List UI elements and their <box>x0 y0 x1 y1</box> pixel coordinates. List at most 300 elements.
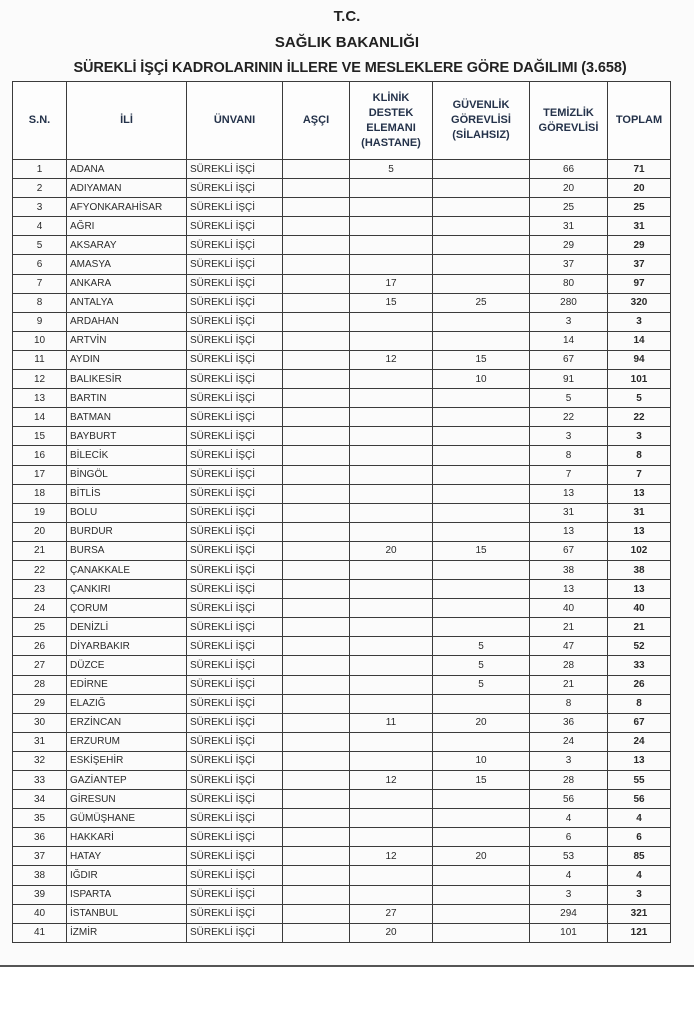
cell-unvan: SÜREKLİ İŞÇİ <box>187 618 283 637</box>
cell-temizlik: 31 <box>530 503 608 522</box>
cell-il: ADIYAMAN <box>67 179 187 198</box>
cell-toplam: 101 <box>608 370 671 389</box>
cell-asci <box>283 790 350 809</box>
cell-toplam: 33 <box>608 656 671 675</box>
cell-unvan: SÜREKLİ İŞÇİ <box>187 560 283 579</box>
cell-unvan: SÜREKLİ İŞÇİ <box>187 656 283 675</box>
cell-il: BİLECİK <box>67 446 187 465</box>
cell-guvenlik: 25 <box>433 293 530 312</box>
cell-unvan: SÜREKLİ İŞÇİ <box>187 847 283 866</box>
cell-klinik: 12 <box>350 771 433 790</box>
cell-asci <box>283 656 350 675</box>
cell-unvan: SÜREKLİ İŞÇİ <box>187 370 283 389</box>
table-row <box>13 484 671 503</box>
cell-il: IĞDIR <box>67 866 187 885</box>
cell-sn: 20 <box>13 522 67 541</box>
cell-asci <box>283 312 350 331</box>
cell-klinik <box>350 427 433 446</box>
cell-temizlik: 21 <box>530 618 608 637</box>
cell-il: ISPARTA <box>67 885 187 904</box>
cell-temizlik: 5 <box>530 389 608 408</box>
cell-guvenlik: 5 <box>433 637 530 656</box>
cell-il: HATAY <box>67 847 187 866</box>
cell-guvenlik <box>433 427 530 446</box>
table-row <box>13 503 671 522</box>
cell-sn: 38 <box>13 866 67 885</box>
cell-guvenlik <box>433 580 530 599</box>
cell-unvan: SÜREKLİ İŞÇİ <box>187 732 283 751</box>
cell-toplam: 321 <box>608 904 671 923</box>
cell-temizlik: 13 <box>530 580 608 599</box>
cell-klinik: 15 <box>350 293 433 312</box>
cell-guvenlik <box>433 236 530 255</box>
cell-asci <box>283 732 350 751</box>
cell-unvan: SÜREKLİ İŞÇİ <box>187 350 283 369</box>
cell-temizlik: 67 <box>530 541 608 560</box>
cell-il: GÜMÜŞHANE <box>67 809 187 828</box>
table-row <box>13 312 671 331</box>
cell-toplam: 4 <box>608 866 671 885</box>
cell-sn: 18 <box>13 484 67 503</box>
table-row <box>13 847 671 866</box>
cell-temizlik: 67 <box>530 350 608 369</box>
table-row <box>13 790 671 809</box>
cell-guvenlik <box>433 923 530 942</box>
cell-sn: 37 <box>13 847 67 866</box>
cell-unvan: SÜREKLİ İŞÇİ <box>187 923 283 942</box>
header-line-tc: T.C. <box>333 8 361 25</box>
cell-klinik <box>350 179 433 198</box>
cell-il: DÜZCE <box>67 656 187 675</box>
cell-asci <box>283 522 350 541</box>
cell-klinik <box>350 866 433 885</box>
cell-il: ADANA <box>67 160 187 179</box>
cell-unvan: SÜREKLİ İŞÇİ <box>187 866 283 885</box>
cell-unvan: SÜREKLİ İŞÇİ <box>187 904 283 923</box>
cell-temizlik: 13 <box>530 484 608 503</box>
table-row <box>13 809 671 828</box>
cell-toplam: 31 <box>608 503 671 522</box>
cell-asci <box>283 923 350 942</box>
cell-sn: 7 <box>13 274 67 293</box>
table-row <box>13 293 671 312</box>
cell-sn: 16 <box>13 446 67 465</box>
cell-guvenlik: 5 <box>433 675 530 694</box>
cell-unvan: SÜREKLİ İŞÇİ <box>187 713 283 732</box>
table-row <box>13 274 671 293</box>
cell-klinik <box>350 331 433 350</box>
table-row <box>13 446 671 465</box>
cell-temizlik: 25 <box>530 198 608 217</box>
cell-guvenlik <box>433 790 530 809</box>
cell-guvenlik <box>433 312 530 331</box>
cell-klinik <box>350 503 433 522</box>
table-row <box>13 618 671 637</box>
cell-asci <box>283 866 350 885</box>
cell-asci <box>283 809 350 828</box>
cell-sn: 15 <box>13 427 67 446</box>
cell-klinik <box>350 809 433 828</box>
cell-guvenlik <box>433 522 530 541</box>
cell-guvenlik <box>433 274 530 293</box>
cell-unvan: SÜREKLİ İŞÇİ <box>187 809 283 828</box>
cell-il: ANKARA <box>67 274 187 293</box>
cell-temizlik: 3 <box>530 751 608 770</box>
cell-unvan: SÜREKLİ İŞÇİ <box>187 828 283 847</box>
cell-guvenlik <box>433 255 530 274</box>
cell-toplam: 121 <box>608 923 671 942</box>
cell-toplam: 13 <box>608 580 671 599</box>
cell-guvenlik <box>433 160 530 179</box>
table-row <box>13 656 671 675</box>
cell-asci <box>283 713 350 732</box>
table-row <box>13 236 671 255</box>
cell-asci <box>283 198 350 217</box>
cell-klinik <box>350 217 433 236</box>
cell-il: ÇANKIRI <box>67 580 187 599</box>
cell-toplam: 3 <box>608 427 671 446</box>
cell-toplam: 29 <box>608 236 671 255</box>
cell-guvenlik: 15 <box>433 541 530 560</box>
col-header-klinik: KLİNİK DESTEK ELEMANI (HASTANE) <box>350 82 433 160</box>
table-row <box>13 255 671 274</box>
cell-temizlik: 101 <box>530 923 608 942</box>
cell-toplam: 52 <box>608 637 671 656</box>
cell-toplam: 67 <box>608 713 671 732</box>
cell-klinik <box>350 370 433 389</box>
cell-temizlik: 47 <box>530 637 608 656</box>
cell-klinik <box>350 465 433 484</box>
cell-klinik: 12 <box>350 350 433 369</box>
cell-temizlik: 28 <box>530 771 608 790</box>
table-row <box>13 580 671 599</box>
cell-guvenlik <box>433 465 530 484</box>
cell-klinik: 20 <box>350 541 433 560</box>
cell-il: ESKİŞEHİR <box>67 751 187 770</box>
cell-sn: 2 <box>13 179 67 198</box>
cell-asci <box>283 828 350 847</box>
cell-temizlik: 31 <box>530 217 608 236</box>
cell-temizlik: 40 <box>530 599 608 618</box>
cell-temizlik: 38 <box>530 560 608 579</box>
cell-asci <box>283 847 350 866</box>
cell-klinik <box>350 675 433 694</box>
table-row <box>13 331 671 350</box>
cell-il: ELAZIĞ <box>67 694 187 713</box>
cell-unvan: SÜREKLİ İŞÇİ <box>187 790 283 809</box>
cell-asci <box>283 599 350 618</box>
cell-sn: 26 <box>13 637 67 656</box>
cell-unvan: SÜREKLİ İŞÇİ <box>187 446 283 465</box>
cell-toplam: 3 <box>608 312 671 331</box>
cell-asci <box>283 236 350 255</box>
cell-sn: 25 <box>13 618 67 637</box>
cell-asci <box>283 389 350 408</box>
cell-toplam: 13 <box>608 522 671 541</box>
cell-il: BİNGÖL <box>67 465 187 484</box>
cell-temizlik: 8 <box>530 446 608 465</box>
cell-klinik <box>350 560 433 579</box>
table-row <box>13 350 671 369</box>
cell-unvan: SÜREKLİ İŞÇİ <box>187 751 283 770</box>
cell-unvan: SÜREKLİ İŞÇİ <box>187 885 283 904</box>
cell-asci <box>283 904 350 923</box>
cell-toplam: 13 <box>608 484 671 503</box>
cell-sn: 6 <box>13 255 67 274</box>
cell-il: ARDAHAN <box>67 312 187 331</box>
table-row <box>13 599 671 618</box>
cell-guvenlik: 15 <box>433 350 530 369</box>
table-row <box>13 408 671 427</box>
cell-il: ERZURUM <box>67 732 187 751</box>
cell-klinik <box>350 312 433 331</box>
cell-guvenlik <box>433 885 530 904</box>
cell-temizlik: 56 <box>530 790 608 809</box>
table-row <box>13 179 671 198</box>
cell-asci <box>283 370 350 389</box>
cell-il: BALIKESİR <box>67 370 187 389</box>
cell-temizlik: 14 <box>530 331 608 350</box>
cell-temizlik: 37 <box>530 255 608 274</box>
table-row <box>13 217 671 236</box>
cell-unvan: SÜREKLİ İŞÇİ <box>187 694 283 713</box>
cell-temizlik: 66 <box>530 160 608 179</box>
cell-il: ANTALYA <box>67 293 187 312</box>
cell-sn: 17 <box>13 465 67 484</box>
cell-guvenlik: 20 <box>433 847 530 866</box>
cell-il: BARTIN <box>67 389 187 408</box>
cell-toplam: 20 <box>608 179 671 198</box>
cell-asci <box>283 293 350 312</box>
table-row <box>13 560 671 579</box>
cell-unvan: SÜREKLİ İŞÇİ <box>187 484 283 503</box>
cell-unvan: SÜREKLİ İŞÇİ <box>187 293 283 312</box>
cell-guvenlik: 5 <box>433 656 530 675</box>
cell-guvenlik <box>433 179 530 198</box>
cell-toplam: 55 <box>608 771 671 790</box>
cell-toplam: 25 <box>608 198 671 217</box>
cell-toplam: 7 <box>608 465 671 484</box>
cell-klinik <box>350 408 433 427</box>
cell-toplam: 85 <box>608 847 671 866</box>
cell-il: BATMAN <box>67 408 187 427</box>
cell-sn: 33 <box>13 771 67 790</box>
cell-guvenlik <box>433 331 530 350</box>
cell-asci <box>283 675 350 694</box>
cell-il: AFYONKARAHİSAR <box>67 198 187 217</box>
cell-unvan: SÜREKLİ İŞÇİ <box>187 599 283 618</box>
cell-toplam: 26 <box>608 675 671 694</box>
table-body <box>13 160 671 943</box>
col-header-guvenlik: GÜVENLİK GÖREVLİSİ (SİLAHSIZ) <box>433 82 530 160</box>
table-row <box>13 522 671 541</box>
cell-sn: 3 <box>13 198 67 217</box>
cell-unvan: SÜREKLİ İŞÇİ <box>187 503 283 522</box>
cell-klinik: 27 <box>350 904 433 923</box>
cell-klinik <box>350 828 433 847</box>
cell-asci <box>283 503 350 522</box>
cell-asci <box>283 160 350 179</box>
cell-sn: 21 <box>13 541 67 560</box>
cell-sn: 5 <box>13 236 67 255</box>
cell-sn: 32 <box>13 751 67 770</box>
cell-guvenlik <box>433 694 530 713</box>
cell-toplam: 40 <box>608 599 671 618</box>
cell-guvenlik <box>433 866 530 885</box>
header-line-ministry: SAĞLIK BAKANLIĞI <box>274 34 420 51</box>
table-row <box>13 923 671 942</box>
table-row <box>13 675 671 694</box>
cell-klinik <box>350 732 433 751</box>
cell-il: EDİRNE <box>67 675 187 694</box>
cell-unvan: SÜREKLİ İŞÇİ <box>187 198 283 217</box>
cell-guvenlik <box>433 828 530 847</box>
cell-temizlik: 24 <box>530 732 608 751</box>
cell-unvan: SÜREKLİ İŞÇİ <box>187 160 283 179</box>
cell-unvan: SÜREKLİ İŞÇİ <box>187 331 283 350</box>
table-row <box>13 828 671 847</box>
cell-unvan: SÜREKLİ İŞÇİ <box>187 675 283 694</box>
cell-asci <box>283 484 350 503</box>
cell-unvan: SÜREKLİ İŞÇİ <box>187 522 283 541</box>
distribution-table <box>12 81 671 943</box>
cell-sn: 28 <box>13 675 67 694</box>
cell-guvenlik: 10 <box>433 370 530 389</box>
cell-asci <box>283 771 350 790</box>
cell-asci <box>283 694 350 713</box>
cell-unvan: SÜREKLİ İŞÇİ <box>187 465 283 484</box>
cell-temizlik: 3 <box>530 885 608 904</box>
cell-temizlik: 80 <box>530 274 608 293</box>
cell-toplam: 14 <box>608 331 671 350</box>
cell-sn: 31 <box>13 732 67 751</box>
cell-toplam: 94 <box>608 350 671 369</box>
cell-toplam: 97 <box>608 274 671 293</box>
cell-asci <box>283 751 350 770</box>
cell-sn: 11 <box>13 350 67 369</box>
cell-klinik: 5 <box>350 160 433 179</box>
table-row <box>13 160 671 179</box>
cell-il: AĞRI <box>67 217 187 236</box>
cell-il: İSTANBUL <box>67 904 187 923</box>
cell-unvan: SÜREKLİ İŞÇİ <box>187 255 283 274</box>
col-header-unvan: ÜNVANI <box>187 82 283 160</box>
cell-klinik <box>350 694 433 713</box>
cell-sn: 40 <box>13 904 67 923</box>
cell-il: BOLU <box>67 503 187 522</box>
cell-sn: 30 <box>13 713 67 732</box>
cell-asci <box>283 541 350 560</box>
cell-sn: 39 <box>13 885 67 904</box>
cell-unvan: SÜREKLİ İŞÇİ <box>187 408 283 427</box>
cell-unvan: SÜREKLİ İŞÇİ <box>187 541 283 560</box>
cell-toplam: 37 <box>608 255 671 274</box>
cell-klinik <box>350 599 433 618</box>
cell-sn: 36 <box>13 828 67 847</box>
cell-sn: 12 <box>13 370 67 389</box>
table-row <box>13 637 671 656</box>
cell-guvenlik <box>433 198 530 217</box>
cell-il: GİRESUN <box>67 790 187 809</box>
cell-unvan: SÜREKLİ İŞÇİ <box>187 389 283 408</box>
cell-sn: 13 <box>13 389 67 408</box>
cell-klinik <box>350 618 433 637</box>
bottom-divider <box>0 965 694 967</box>
cell-temizlik: 8 <box>530 694 608 713</box>
cell-il: HAKKARİ <box>67 828 187 847</box>
cell-sn: 35 <box>13 809 67 828</box>
cell-klinik: 11 <box>350 713 433 732</box>
table-row <box>13 885 671 904</box>
cell-il: ÇANAKKALE <box>67 560 187 579</box>
cell-il: DİYARBAKIR <box>67 637 187 656</box>
cell-sn: 10 <box>13 331 67 350</box>
cell-il: BİTLİS <box>67 484 187 503</box>
table-row <box>13 713 671 732</box>
cell-temizlik: 280 <box>530 293 608 312</box>
cell-unvan: SÜREKLİ İŞÇİ <box>187 312 283 331</box>
cell-temizlik: 22 <box>530 408 608 427</box>
cell-temizlik: 29 <box>530 236 608 255</box>
cell-klinik <box>350 885 433 904</box>
cell-temizlik: 36 <box>530 713 608 732</box>
cell-temizlik: 4 <box>530 866 608 885</box>
cell-asci <box>283 465 350 484</box>
table-row <box>13 866 671 885</box>
cell-temizlik: 20 <box>530 179 608 198</box>
document-title: SÜREKLİ İŞÇİ KADROLARININ İLLERE VE MESLEKLERE GÖRE DAĞILIMI (3.658) <box>73 60 627 76</box>
cell-klinik: 12 <box>350 847 433 866</box>
cell-guvenlik <box>433 408 530 427</box>
cell-sn: 24 <box>13 599 67 618</box>
cell-il: ÇORUM <box>67 599 187 618</box>
cell-toplam: 56 <box>608 790 671 809</box>
cell-temizlik: 3 <box>530 427 608 446</box>
cell-unvan: SÜREKLİ İŞÇİ <box>187 217 283 236</box>
cell-asci <box>283 580 350 599</box>
cell-unvan: SÜREKLİ İŞÇİ <box>187 771 283 790</box>
cell-toplam: 4 <box>608 809 671 828</box>
cell-toplam: 38 <box>608 560 671 579</box>
cell-sn: 1 <box>13 160 67 179</box>
cell-toplam: 8 <box>608 694 671 713</box>
cell-sn: 29 <box>13 694 67 713</box>
cell-guvenlik <box>433 809 530 828</box>
cell-sn: 8 <box>13 293 67 312</box>
cell-asci <box>283 446 350 465</box>
cell-klinik <box>350 580 433 599</box>
cell-guvenlik <box>433 446 530 465</box>
cell-asci <box>283 350 350 369</box>
table-row <box>13 694 671 713</box>
table-header <box>13 82 671 160</box>
cell-asci <box>283 560 350 579</box>
cell-toplam: 3 <box>608 885 671 904</box>
cell-il: AYDIN <box>67 350 187 369</box>
table-row <box>13 427 671 446</box>
cell-asci <box>283 885 350 904</box>
cell-temizlik: 91 <box>530 370 608 389</box>
cell-guvenlik <box>433 389 530 408</box>
cell-asci <box>283 255 350 274</box>
table-row <box>13 771 671 790</box>
cell-asci <box>283 331 350 350</box>
cell-toplam: 8 <box>608 446 671 465</box>
cell-sn: 19 <box>13 503 67 522</box>
cell-klinik <box>350 522 433 541</box>
cell-temizlik: 6 <box>530 828 608 847</box>
col-header-toplam: TOPLAM <box>608 82 671 160</box>
